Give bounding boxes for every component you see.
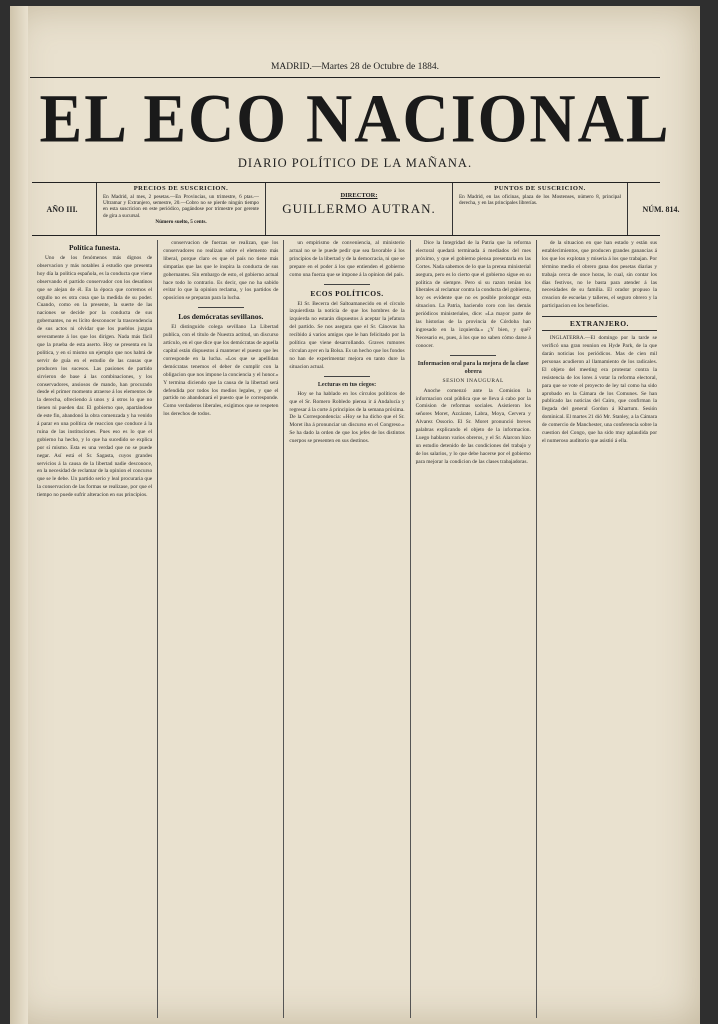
newspaper-page <box>10 6 700 1024</box>
subscription-points-box <box>452 183 628 235</box>
article-text: de la situacion en que han estado y están sus establecimientos, que producen grandes ganancias á los que los explotan y miseria á los que trabajan. Por término medio el obrero gana dos pesetas diarias y trabaja cerca de once horas, lo cual, sin contar los días festivos, no le basta para atender á las necesidades de su familia. El orador propuso la creacion de escuelas y talleres, el seguro obrero y la participacion en los beneficios. <box>541 240 658 310</box>
prices-heading: PRECIOS DE SUSCRICION. <box>133 185 229 192</box>
dateline: MADRID.—Martes 28 de Octubre de 1884. <box>270 62 440 72</box>
divider <box>324 284 370 285</box>
article-heading: Política funesta. <box>68 243 121 252</box>
issue-number: NÚM. 814. <box>642 205 680 214</box>
column-3 <box>284 240 410 1018</box>
director-name: GUILLERMO AUTRAN. <box>282 201 436 216</box>
section-heading-box <box>542 316 657 331</box>
points-heading: PUNTOS DE SUSCRICION. <box>494 185 586 192</box>
year-label: AÑO III. <box>46 205 78 214</box>
points-text: En Madrid, en las oficinas, plaza de los Mostenses, número 8, principal derecha, y en las principales librerías. <box>459 194 621 207</box>
article-text: Dice la Integridad de la Patria que la reforma electoral quedará terminada á mediados del mes próximo, y que el gobierno piensa presentarla en las Cortes. Nada sabemos de lo que la prensa ministerial asegura, pero es lo cierto que el gobierno sigue en su política de siempre. Pero si su razon tenían los liberales al reclamar contra la conducta del gobierno, hoy es evidente que no es posible prolongar esta situacion. La Patria, haciendo coro con los demás periódicos ministeriales, dice: «La mayor parte de las historias de la provincia de Córdoba han ingresado en la izquierda.» ¿Y bien, y qué? Necesario es, pues, á los que no saben cómo darse á conocer. <box>415 240 531 349</box>
article-columns <box>32 240 662 1018</box>
article-text: un empirismo de conveniencia, al ministerio actual no se le puede pedir que sea favorable á los principios de la libertad y de la democracia, ni que se prepare en el poder á los que entienden el gobierno como una fuerza que se impone á la opinion del país. <box>289 240 405 278</box>
article-text: INGLATERRA.—El domingo por la tarde se verificó una gran reunion en Hyde Park, de la que darán noticias los periódicos. Mas de cien mil personas acudieron al llamamiento de los radicales. El objeto del meeting era protestar contra la resistencia de los lores á votar la reforma electoral, para que se vote el proyecto de ley tal como ha sido aprobado en la Cámara de los Comunes. Se han publicado las noticias del Cairo, que confirman la llegada del general Gordon á Khartum. Sesión dominical. El martes 21 dió Mr. Stanley, a la Cámara de comercio de Manchester, una conferencia sobre la cuestion del Congo, que ha sido muy aplaudida por el numeroso auditorio que asistió á ella. <box>541 335 658 444</box>
divider <box>324 376 370 377</box>
divider <box>450 355 496 356</box>
divider <box>198 307 244 308</box>
director-box <box>270 183 448 235</box>
article-subheading: SESION INAUGURAL <box>442 377 504 384</box>
article-text: El Sr. Becerra del Saltoamanecido en el círculo izquierdista la noticia de que los hombres de la izquierda no estarán dispuestos á aceptar la jefatura del partido. Se nos asegura que el Sr. Cánovas ha recibido á varios amigos que le han felicitado por la política que viene desarrollando. Graves rumores circulan ayer en la Bolsa. Es un hecho que los fondos no han de experimentar mejora en tanto dure la situacion actual. <box>289 300 405 370</box>
masthead-rule <box>30 77 660 78</box>
article-text: Anoche comenzó ante la Comision la informacion oral pública que se lleva á cabo por la Comision de reformas sociales. Asistieron los señores Moret, Azcárate, Labra, Moya, Cervera y Alvarez Ossorio. El Sr. Moret pronunció breves palabras explicando el objeto de la informacion. Luego hablaron varios obreros, y el Sr. Alarcon hizo un estudio detenido de las condiciones del trabajo y de los salarios, y lo que debe hacerse por el gobierno para mejorar la condicion de las clases trabajadoras. <box>415 387 531 465</box>
prices-text: En Madrid, al mes, 2 pesetas.—En Provincias, un trimestre, 6 ptas.—Ultramar y Extranjero, semestre, 20.—Cobro no se pierde ningún tiempo en esta suscricion en este periódico, pagándose por trimestre por gerente de gira a sucursal. <box>103 194 259 219</box>
section-heading: EXTRANJERO. <box>569 319 629 329</box>
article-subheading: Lecturas en tus ciegos: <box>317 381 377 388</box>
section-heading: ECOS POLÍTICOS. <box>310 288 384 298</box>
column-1 <box>32 240 158 1018</box>
article-text: Uno de los fenómenos más dignos de observacion y más notables á estudio que presenta hoy día la política española, es la conducta que viene observando el partido conservador con los desatinos que se alejan de él. En la época que corremos el orgullo no es otra cosa que la medida de su poder. Cuando, como en la presente, la suerte de las naciones se decide por la conducta de sus gobernantes, no es lícito desconocer la trascendencia de sus actos ni olvidar que los pueblos juzgan severamente á los que los dirigen. Nada más fácil que la prueba de esta aserto. Hoy se presenta en la política, y en sí mismo un ejemplo que nos habrá de servir de guía en el estudio de las causas que producen los sucesos. Las pasiones de partido sirvieron de base á las combinaciones, y los conservadores, ansiosos de mando, han procurado desde el primer momento atraerse á los elementos de la derecha, ofreciendo á unos y á otros lo que no tienen ni pueden dar. El gobierno que, apartándose de este fin, abandonó la obra comenzada y ha venido á parar en una política de reaccion que conduce á la ruina de las instituciones. Pues eso es lo que el gobierno ha hecho, y lo que ha sucedido se explica por sí mismo. Esta es una verdad que no se puede negar. Así está el Sr. Sagasta, cuyos grandes servicios á la causa de la libertad nadie desconoce, en la necesidad de reclamar de la opinion el concurso que se le debe. Un partido serio y leal procuraria que la conservacion de las formas se realizase, por que el tiempo no puede sufrir alteracion en sus principios. <box>37 255 153 499</box>
article-heading: Informacion oral para la mejora de la clase obrera <box>417 360 529 375</box>
newspaper-title: EL ECO NACIONAL <box>39 80 671 157</box>
info-bar <box>32 182 680 236</box>
article-text: Hoy se ha hablado en los círculos políticos de que el Sr. Romero Robledo piensa ir á Andalucía y regresar á la corte á principios de la semana próxima. De la Correspondencia: «Hoy se ha dicho que el Sr. Moret iba á pronunciar un discurso en el Congreso.» Se ha dado la orden de que los jefes de los distintos cuerpos se presenten en sus destinos. <box>289 390 405 445</box>
prices-box <box>96 183 266 235</box>
column-2 <box>158 240 284 1018</box>
column-4 <box>411 240 537 1018</box>
column-5 <box>537 240 662 1018</box>
article-text: El distinguido colega sevillano La Libertad publica, con el título de Nuestra actitud, un discurso artículo, en el que dice que los demócratas de aquella capital están dispuestos á mantener el puesto que les corresponde en la lucha. «Los que se apellidan demócratas tenemos el deber de cumplir con la obligacion que nos impone la conciencia y el honor.» Y termina diciendo que la causa de la libertad será defendida por todos los medios legales, y que el partido no abandonará el puesto que le corresponde. Como verdaderos liberales, exigimos que se respeten los derechos de todos. <box>163 324 279 418</box>
article-heading: Los demócratas sevillanos. <box>178 312 264 322</box>
single-copy-price: Número suelto, 5 cents. <box>155 218 207 225</box>
newspaper-subtitle: DIARIO POLÍTICO DE LA MAÑANA. <box>237 156 473 170</box>
director-label: DIRECTOR: <box>340 192 378 199</box>
article-text: conservacion de fuerzas se realizan, que los conservadores no realizan sobre el elemento más liberal, porque claro es que el país no tiene más simpatías que las que le inspira la conducta de sus gobernantes. Sin embargo de esto, el gobierno actual hace todo lo contrario. Es decir, que no ha sabido evitar lo que la opinion reclama, y los partidos de oposicion se preparan para la lucha. <box>163 240 279 302</box>
